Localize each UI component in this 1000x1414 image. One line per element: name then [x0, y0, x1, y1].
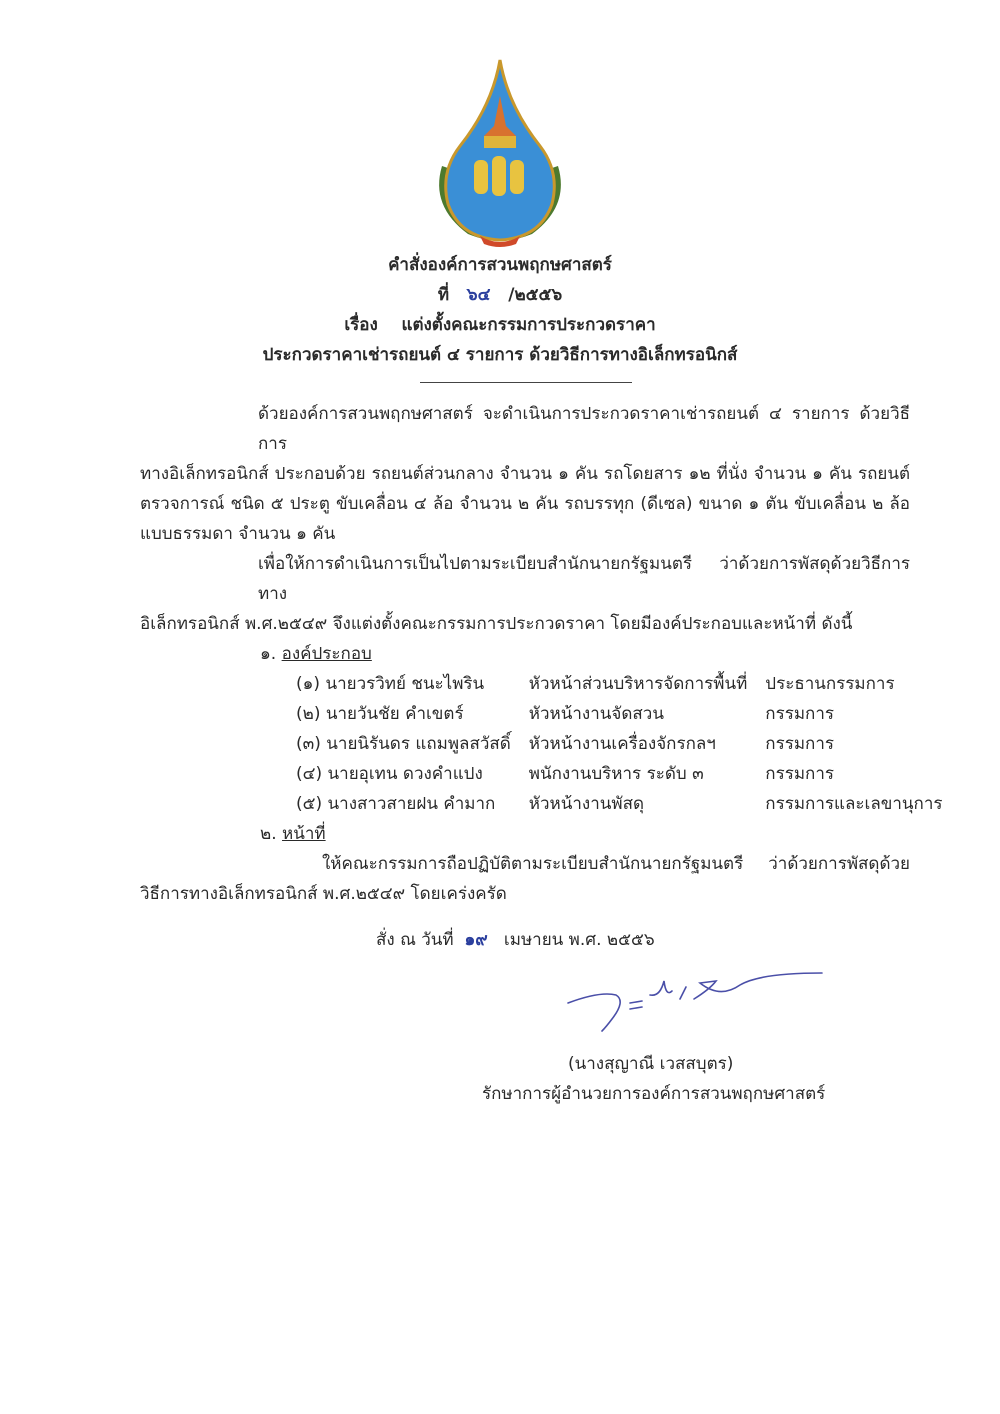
member-name: (๕) นางสาวสายฝน คำมาก [296, 794, 496, 814]
paragraph-line: ตรวจการณ์ ชนิด ๕ ประตู ขับเคลื่อน ๔ ล้อ จำนวน ๒ คัน รถบรรทุก (ดีเซล) ขนาด ๑ ตัน ขับเคลื่อน ๒ ล้อ [140, 494, 910, 514]
subject-label: เรื่อง [344, 315, 378, 335]
paragraph-line: แบบธรรมดา จำนวน ๑ คัน [140, 524, 336, 544]
section-heading-composition [140, 639, 910, 669]
member-position: หัวหน้างานจัดสวน [528, 704, 664, 724]
member-role: ประธานกรรมการ [765, 674, 895, 694]
date-prefix: สั่ง ณ วันที่ [376, 930, 454, 950]
organization-logo [428, 56, 572, 248]
number-prefix: ที่ [437, 285, 450, 305]
emblem-monogram [474, 156, 524, 196]
order-number [0, 280, 1000, 310]
member-name: (๔) นายอุเทน ดวงคำแปง [296, 764, 483, 784]
signer-title: รักษาการผู้อำนวยการองค์การสวนพฤกษศาสตร์ [482, 1084, 826, 1104]
divider [420, 382, 632, 383]
member-name: (๓) นายนิรันดร แถมพูลสวัสดิ์ [296, 734, 511, 754]
member-role: กรรมการ [765, 764, 835, 784]
member-role: กรรมการ [765, 734, 835, 754]
drop-emblem [446, 60, 555, 240]
member-role: กรรมการและเลขานุการ [765, 794, 943, 814]
number-value: ๖๔ [466, 285, 491, 305]
section-title: หน้าที่ [282, 824, 326, 844]
document-body [0, 250, 1000, 1109]
member-role: กรรมการ [765, 704, 835, 724]
paragraph-line: ด้วยองค์การสวนพฤกษศาสตร์ จะดำเนินการประกวดราคาเช่ารถยนต์ ๔ รายการ ด้วยวิธีการ [258, 404, 910, 454]
number-year: /๒๕๕๖ [508, 285, 563, 305]
signer-name: (นางสุญาณี เวสสบุตร) [568, 1054, 734, 1074]
member-name: (๑) นายวรวิทย์ ชนะไพริน [296, 674, 485, 694]
signature [560, 969, 830, 1039]
signature-area [560, 969, 910, 1049]
subject-line-2: ประกวดราคาเช่ารถยนต์ ๔ รายการ ด้วยวิธีการทางอิเล็กทรอนิกส์ [262, 345, 738, 365]
member-position: พนักงานบริหาร ระดับ ๓ [528, 764, 704, 784]
order-date [140, 925, 910, 955]
date-rest: เมษายน พ.ศ. ๒๕๕๖ [503, 930, 655, 950]
member-position: หัวหน้างานพัสดุ [528, 794, 645, 814]
subject-text: แต่งตั้งคณะกรรมการประกวดราคา [401, 315, 656, 335]
member-name: (๒) นายวันชัย คำเขตร์ [296, 704, 464, 724]
section-title: องค์ประกอบ [281, 644, 372, 664]
section-heading-duties [140, 819, 910, 849]
paragraph-line: เพื่อให้การดำเนินการเป็นไปตามระเบียบสำนักนายกรัฐมนตรี ว่าด้วยการพัสดุด้วยวิธีการทาง [258, 554, 910, 604]
section-number: ๑. [260, 644, 277, 664]
member-list [296, 669, 943, 819]
section-number: ๒. [260, 824, 277, 844]
date-day: ๑๙ [464, 930, 488, 950]
paragraph-line: อิเล็กทรอนิกส์ พ.ศ.๒๕๔๙ จึงแต่งตั้งคณะกรรมการประกวดราคา โดยมีองค์ประกอบและหน้าที่ ดังนี้ [140, 614, 853, 634]
paragraph-line: วิธีการทางอิเล็กทรอนิกส์ พ.ศ.๒๕๔๙ โดยเคร่งครัด [140, 884, 507, 904]
document-title: คำสั่งองค์การสวนพฤกษศาสตร์ [388, 255, 612, 275]
paragraph-line: ทางอิเล็กทรอนิกส์ ประกอบด้วย รถยนต์ส่วนกลาง จำนวน ๑ คัน รถโดยสาร ๑๒ ที่นั่ง จำนวน ๑ คัน รถยนต์ [140, 464, 910, 484]
paragraph-line: ให้คณะกรรมการถือปฏิบัติตามระเบียบสำนักนายกรัฐมนตรี ว่าด้วยการพัสดุด้วย [322, 854, 910, 874]
member-position: หัวหน้าส่วนบริหารจัดการพื้นที่ [528, 674, 748, 694]
member-position: หัวหน้างานเครื่องจักรกลฯ [528, 734, 716, 754]
subject-line [0, 310, 1000, 340]
